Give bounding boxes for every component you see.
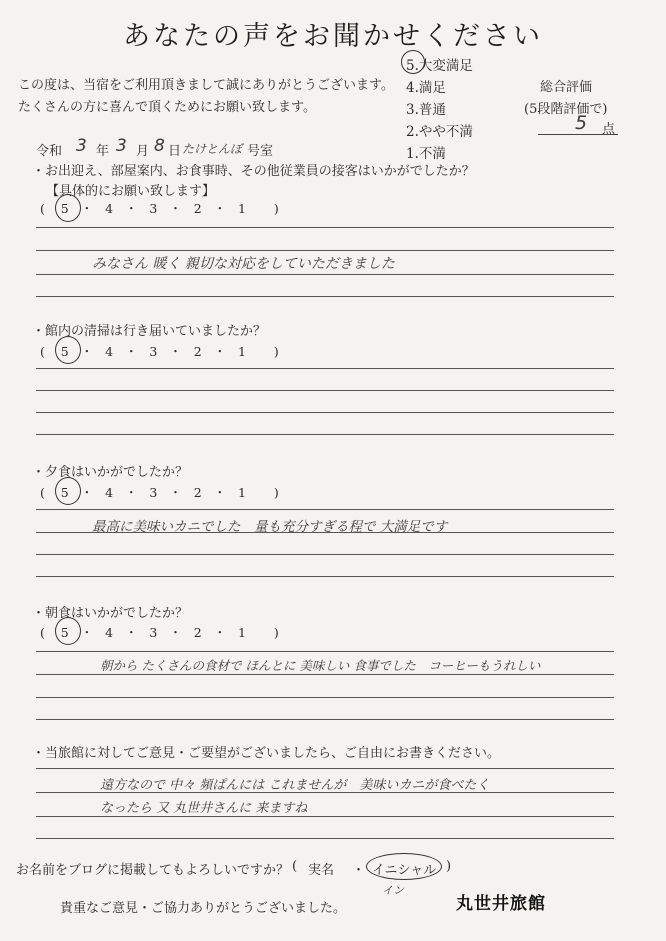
answer-line [36,509,614,510]
question-4-answer: 朝から たくさんの食材で ほんとに 美味しい 食事でした コーヒーもうれしい [100,658,541,673]
date-year: 年 [96,144,110,159]
answer-line [36,390,614,391]
intro-line-1: この度は、当宿をご利用頂きまして誠にありがとうございます。 [18,78,394,93]
answer-line [36,274,614,275]
answer-line [36,838,614,839]
legend-3: 3.普通 [406,102,446,118]
answer-line [36,697,614,698]
question-1-scale: ( 5 ・ 4 ・ 3 ・ 2 ・ 1 ) [40,201,279,216]
date-room: 号室 [247,144,274,159]
comments-prompt: ・当旅館に対してご意見・ご要望がございましたら、ご自由にお書きください。 [32,746,501,761]
answer-line [36,719,614,720]
answer-line [36,768,614,769]
answer-line [36,792,614,793]
question-3-text: ・夕食はいかがでしたか？ [32,465,189,480]
blog-initial-option: イニシャル [372,863,437,878]
intro-line-2: たくさんの方に喜んで頂くためにお願い致します。 [18,100,316,115]
blog-option-separator: ・ [352,863,366,878]
answer-line [36,816,614,817]
question-3-answer: 最高に美味いカニでした 量も充分すぎる程で 大満足です [92,519,448,535]
date-era: 令和 [36,144,63,159]
answer-line [36,296,614,297]
date-month-value: 3 [116,136,127,156]
legend-1: 1.不満 [406,146,446,162]
answer-line [36,227,614,228]
date-room-name: たけとんぼ [182,142,243,156]
blog-close-paren: ) [446,859,452,874]
blog-real-name-option: 実名 [308,863,335,878]
question-2-text: ・館内の清掃は行き届いていましたか？ [32,324,267,339]
overall-underline [538,134,618,135]
answer-line [36,250,614,251]
question-1-note: 【具体的にお願い致します】 [46,184,216,199]
overall-label: 総合評価 [540,80,593,95]
blog-initial-selected-circle [366,853,442,880]
overall-unit: 点 [602,122,616,137]
answer-line [36,674,614,675]
answer-line [36,576,614,577]
question-4-selected-circle [55,617,81,645]
question-2-scale: ( 5 ・ 4 ・ 3 ・ 2 ・ 1 ) [40,344,279,359]
legend-selected-circle [401,50,425,74]
legend-5: 5.大変満足 [406,58,473,74]
date-month: 月 [136,144,150,159]
question-3-selected-circle [55,477,81,505]
blog-handwritten-note: イン [382,884,404,897]
answer-line [36,434,614,435]
date-year-value: 3 [76,136,87,156]
overall-score: 5 [575,112,588,134]
answer-line [36,412,614,413]
overall-sub: (5段階評価で) [524,102,608,117]
answer-line [36,532,614,533]
answer-line [36,651,614,652]
legend-2: 2.やや不満 [406,124,473,140]
question-2-selected-circle [55,336,81,364]
question-1-selected-circle [55,194,81,222]
date-day: 日 [168,144,182,159]
blog-question: お名前をブログに掲載してもよろしいですか？ [16,863,290,878]
answer-line [36,554,614,555]
inn-name: 丸世井旅館 [456,894,546,914]
question-3-scale: ( 5 ・ 4 ・ 3 ・ 2 ・ 1 ) [40,485,279,500]
page-title: あなたの声をお聞かせください [123,21,543,52]
question-4-scale: ( 5 ・ 4 ・ 3 ・ 2 ・ 1 ) [40,625,279,640]
question-1-answer: みなさん 暖く 親切な対応をしていただきました [92,256,395,272]
comments-line-1: 遠方なので 中々 頻ぱんには これませんが 美味いカニが食べたく [100,778,490,793]
legend-4: 4.満足 [406,80,446,96]
thanks-message: 貴重なご意見・ご協力ありがとうございました。 [60,901,347,916]
comments-line-2: なったら 又 丸世井さんに 来ますね [100,801,308,816]
date-day-value: 8 [154,136,165,156]
question-4-text: ・朝食はいかがでしたか？ [32,606,189,621]
answer-line [36,368,614,369]
question-1-text: ・お出迎え、部屋案内、お食事時、その他従業員の接客はいかがでしたか？ [32,164,475,179]
blog-open-paren: ( [292,859,298,874]
